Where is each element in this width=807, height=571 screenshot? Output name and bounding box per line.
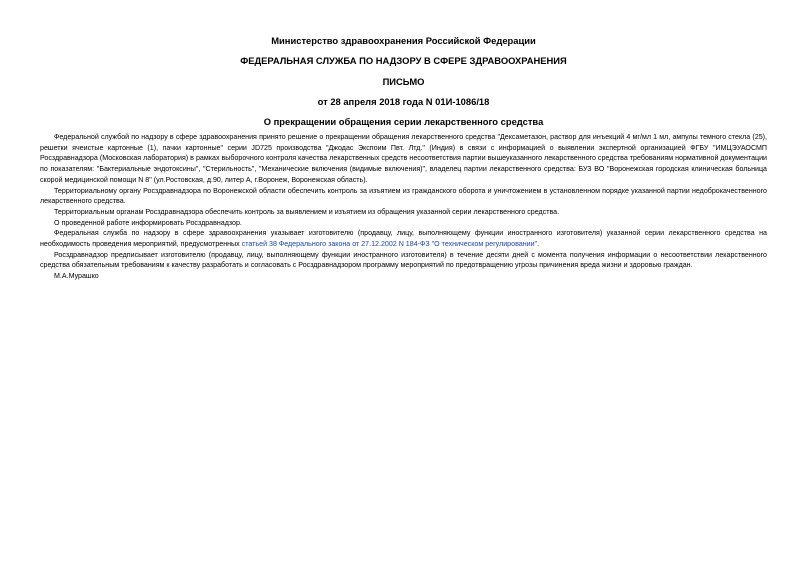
law-link[interactable]: статьей 38 Федерального закона от 27.12.2002 N 184-ФЗ "О техническом регулировании": [241, 240, 538, 249]
paragraph-decision: Федеральной службой по надзору в сфере здравоохранения принято решение о прекращении обращения лекарственного средства "Дексаметазон, раствор для инъекций 4 мг/мл 1 мл, ампулы темного стекла (25), решетки ячеистые картонные (1), пачки картонные" серии JD725 производства "Джодас Экспоим Пвт. Лтд." (Индия) в связи с информацией о выявлении экспертной организацией ФГБУ "ИМЦЭУАОСМП Росздравнадзора (Московская лаборатория) в рамках выборочного контроля качества лекарственных средств несоответствия партии вышеуказанного лекарственного средства требованиям нормативной документации по показателям: "Бактериальные эндотоксины", "Стерильность", "Механические включения (видимые включения)", владелец партии лекарственного средства: БУЗ ВО "Воронежская городская клиническая больница скорой медицинской помощи N 8" (ул.Ростовская, д.90, литер А, г.Воронеж, Воронежская область).: [40, 133, 767, 184]
document-body: [40, 132, 767, 282]
paragraph-text: .: [537, 240, 540, 249]
paragraph-manufacturer-measures: [40, 228, 767, 249]
document-subject: О прекращении обращения серии лекарственного средства: [263, 116, 544, 127]
service-heading: ФЕДЕРАЛЬНАЯ СЛУЖБА ПО НАДЗОРУ В СФЕРЕ ЗДРАВООХРАНЕНИЯ: [240, 55, 567, 66]
paragraph-territorial-all: Территориальным органам Росздравнадзора обеспечить контроль за выявлением и изъятием из обращения указанной серии лекарственного средства.: [54, 207, 560, 216]
paragraph-report: О проведенной работе информировать Росздравнадзор.: [54, 218, 242, 227]
ministry-heading: Министерство здравоохранения Российской Федерации: [271, 35, 536, 46]
document-type: ПИСЬМО: [382, 76, 425, 87]
signature: М.А.Мурашко: [54, 272, 99, 281]
paragraph-text: Федеральная служба по надзору в сфере здравоохранения указывает изготовителю (продавцу, лицу, выполняющему функции иностранного изготовителя) указанной серии лекарственного средства на необходимость проведения мероприятий, предусмотренных: [40, 229, 767, 249]
paragraph-territorial-voronezh: Территориальному органу Росздравнадзора по Воронежской области обеспечить контроль за изъятием из гражданского оборота и уничтожением в установленном порядке указанной партии недоброкачественного лекарственного средства.: [40, 186, 767, 206]
paragraph-prescription: Росздравнадзор предписывает изготовителю (продавцу, лицу, выполняющему функции иностранного изготовителя) в течение десяти дней с момента получения информации о несоответствии лекарственного средства обязательным требованиям к качеству разработать и согласовать с Росздравнадзором программу мероприятий по предотвращению угрозы причинения вреда жизни и здоровью граждан.: [40, 250, 767, 270]
document-date-number: от 28 апреля 2018 года N 01И-1086/18: [317, 96, 490, 107]
